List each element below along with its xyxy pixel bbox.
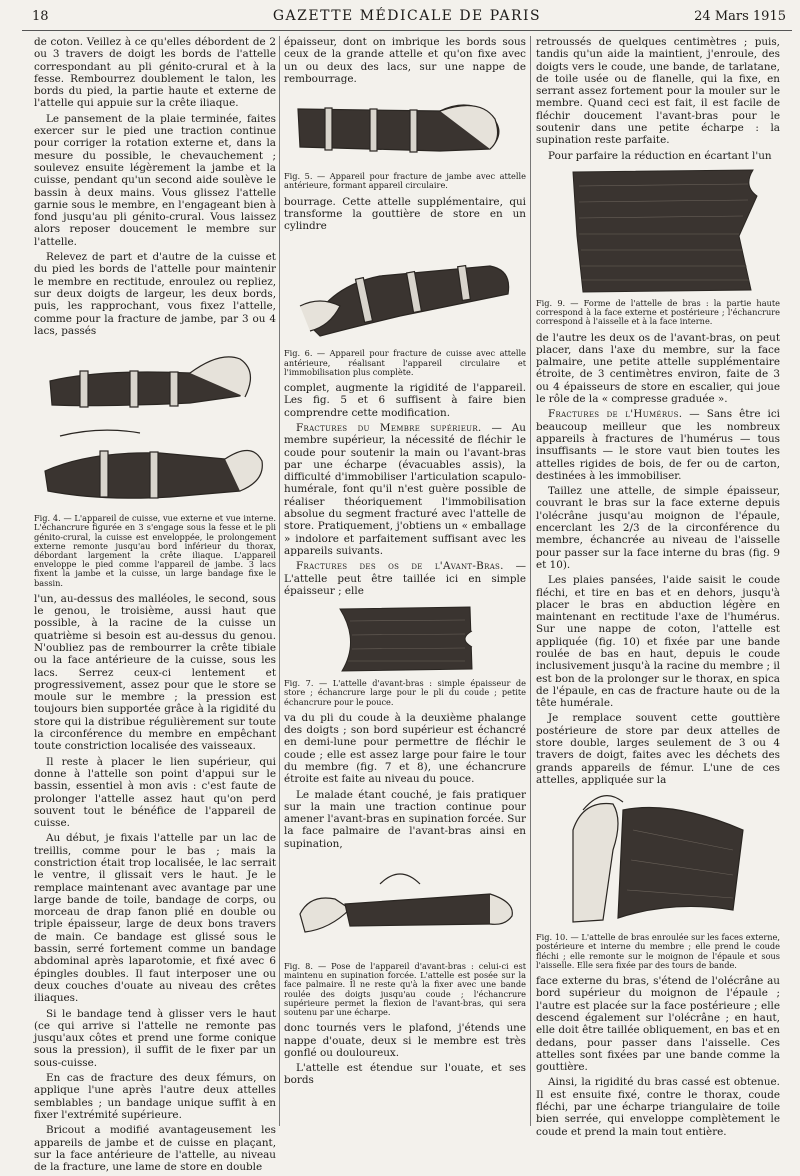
paragraph: retroussés de quelques centimètres ; puis, tandis qu'un aide la maintient, j'enroule, des doigts vers le coude, une bande, de tarlatane, de toile usée ou de flanelle, qui la fixe, en serrant assez fortement pour la mouler sur le membre. Quand ceci est fait, il est facile de fléchir doucement l'avant-bras pour le soutenir dans une petite écharpe : la supination reste parfaite. xyxy=(536,36,780,147)
paragraph: Taillez une attelle, de simple épaisseur, couvrant le bras sur la face externe depuis l'olécrâne jusqu'au moignon de l'épaule, encerclant les 2/3 de la circonférence du membre, échancrée au niveau de l'aisselle pour passer sur la face interne du bras (fig. 9 et 10). xyxy=(536,485,780,571)
paragraph: Ainsi, la rigidité du bras cassé est obtenue. Il est ensuite fixé, contre le thorax, coude fléchi, par une écharpe triangulaire de toile bien serrée, qui enveloppe complètement le coude et prend la main tout entière. xyxy=(536,1076,780,1138)
paragraph: Pour parfaire la réduction en écartant l'un xyxy=(548,149,772,162)
figure-caption: Fig. 6. — Appareil pour fracture de cuisse avec attelle antérieure, réalisant l'appareil circulaire et l'immobilisation plus complète. xyxy=(284,348,526,377)
paragraph: Si le bandage tend à glisser vers le haut (ce qui arrive si l'attelle ne remonte pas jusqu'aux côtes et prend une forme conique sous la pression), il suffit de le fixer par un sous-cuisse. xyxy=(34,1007,276,1069)
paragraph: de l'autre les deux os de l'avant-bras, on peut placer, dans l'axe du membre, sur la face palmaire, une petite attelle supplémentaire étroite, de 3 centimètres environ, faite de 3 ou 4 épaisseurs de store en escalier, qui joue le rôle de la « compresse graduée ». xyxy=(536,331,780,406)
paragraph: Au début, je fixais l'attelle par un lac de treillis, comme pour le bas ; mais la constriction était trop localisée, le lac serrait le ventre, il glissait vers le haut. Je le remplace maintenant avec avantage par une large bande de toile, bandage de corps, ou morceau de drap fanon plié en double ou triple épaisseur, large de deux bons travers de main. Ce bandage est glissé sous le bassin, serré fortement comme un bandage abdominal après laparotomie, et fixé avec 6 épingles doubles. Il faut interposer une ou deux couches d'ouate au niveau des crêtes iliaques. xyxy=(34,832,276,1005)
column-left xyxy=(34,36,276,1176)
leg-splint-illustration xyxy=(290,89,520,169)
paragraph: de coton. Veillez à ce qu'elles débordent de 2 ou 3 travers de doigt les bords de l'attelle correspondant au pli génito-crural et à la fesse. Rembourrez doublement le talon, les bords du pied, la partie haute et externe de l'attelle qui appuie sur la crête iliaque. xyxy=(34,36,276,110)
paragraph: Le malade étant couché, je fais pratiquer sur la main une traction continue pour amener l'avant-bras en supination forcée. Sur la face palmaire de l'avant-bras ainsi en supination, xyxy=(284,788,526,850)
forearm-splint-application-illustration xyxy=(290,854,520,959)
paragraph: Les plaies pansées, l'aide saisit le coude fléchi, et tire en bas et en dehors, jusqu'à placer le bras en abduction légère en maintenant en rectitude l'axe de l'humérus. Sur une nappe de coton, l'attelle est appliquée (fig. 10) et fixée par une bande roulée de bas en haut, depuis le coude inclusivement jusqu'à la racine du membre ; il est bon de la prolonger sur le thorax, en spica de l'épaule, en cas de fracture haute ou de la tête humérale. xyxy=(536,574,780,710)
arm-splint-applied-illustration xyxy=(543,790,773,930)
section-text: L'attelle peut être taillée ici en simple épaisseur ; elle xyxy=(284,572,526,597)
figure-caption: Fig. 7. — L'attelle d'avant-bras : simple épaisseur de store ; échancrure large pour le pli du coude ; petite échancrure pour le pouce. xyxy=(284,678,526,707)
page-number: 18 xyxy=(32,9,49,24)
paragraph: Relevez de part et d'autre de la cuisse et du pied les bords de l'attelle pour maintenir le membre en rectitude, enroulez ou repliez, sur deux doigts de largeur, les deux bords, puis, les rapprochant, vous fixez l'attelle, comme pour la fracture de jambe, par 3 ou 4 lacs, passés xyxy=(34,251,276,337)
thigh-splint-anterior-illustration xyxy=(290,236,520,346)
figure-7 xyxy=(284,601,526,707)
issue-date: 24 Mars 1915 xyxy=(694,9,786,24)
arm-splint-shape-illustration xyxy=(543,166,773,296)
paragraph: face externe du bras, s'étend de l'olécrâne au bord supérieur du moignon de l'épaule ; l'autre est placée sur la face postérieure ; elle descend également sur l'olécrâne ; en haut, elle doit être taillée obliquement, en bas et en dedans, pour passer dans l'aisselle. Ces attelles sont fixées par une bande comme la gouttière. xyxy=(536,975,780,1074)
figure-9 xyxy=(536,166,780,327)
paragraph: L'attelle est étendue sur l'ouate, et ses bords xyxy=(284,1062,526,1087)
journal-title: GAZETTE MÉDICALE DE PARIS xyxy=(272,8,542,24)
figure-10 xyxy=(536,790,780,970)
column-middle xyxy=(284,36,526,1090)
figure-5 xyxy=(284,89,526,190)
paragraph: Il reste à placer le lien supérieur, qui donne à l'attelle son point d'appui sur le bassin, essentiel à mon avis : c'est faute de prolonger l'attelle assez haut qu'on perd souvent tout le bénéfice de l'appareil de cuisse. xyxy=(34,755,276,830)
paragraph: Bricout a modifié avantageusement les appareils de jambe et de cuisse en plaçant, sur la face antérieure de l'attelle, au niveau de la fracture, une lame de store en double xyxy=(34,1124,276,1174)
figure-caption: Fig. 4. — L'appareil de cuisse, vue externe et vue interne. L'échancrure figurée en 3 s'engage sous la fesse et le pli génito-crural, la cuisse est enveloppée, le prolongement externe remonte jusqu'au bord inférieur du thorax, débordant largement la crête iliaque. L'appareil enveloppe le pied comme l'appareil de jambe. 3 lacs fixent la jambe et la cuisse, un large bandage fixe le bassin. xyxy=(34,513,276,588)
paragraph: l'un, au-dessus des malléoles, le second, sous le genou, le troisième, aussi haut que possible, à la racine de la cuisse un quatrième si besoin est au-dessus du genou. N'oubliez pas de rembourrer la crête tibiale ou la face antérieure de la cuisse, sous les lacs. Serrez ceux-ci lentement et progressivement, assez pour que le store se moule sur le membre ; la pression est toujours bien supportée grâce à la rigidité du store qui la distribue régulièrement sur toute la circonférence du membre en empêchant toute constriction localisée des vaisseaux. xyxy=(34,592,276,753)
paragraph: épaisseur, dont on imbrique les bords sous ceux de la grande attelle et qu'on fixe avec un ou deux des lacs, sur une nappe de rembourrage. xyxy=(284,36,526,85)
section-title: Fractures du Membre supérieur. xyxy=(296,421,482,434)
paragraph: bourrage. Cette attelle supplémentaire, qui transforme la gouttière de store en un cylindre xyxy=(284,195,526,233)
paragraph: Fractures du Membre supérieur. — Au membre supérieur, la nécessité de fléchir le coude pour soutenir la main ou l'avant-bras par une écharpe (évacuables assis), la difficulté d'immobiliser l'articulation scapulo-humérale, font qu'il n'est guère possible de réaliser théoriquement l'immobilisation absolue du segment fracturé avec l'attelle de store. Pratiquement, j'obtiens un « emballage » indolore et parfaitement suffisant avec les appareils suivants. xyxy=(284,421,526,557)
paragraph: donc tournés vers le plafond, j'étends une nappe d'ouate, deux si le membre est très gonflé ou douloureux. xyxy=(284,1022,526,1059)
figure-4 xyxy=(34,341,276,588)
column-right xyxy=(536,36,780,1141)
page-header xyxy=(22,4,792,31)
paragraph: Fractures de l'Humérus. — Sans être ici beaucoup meilleur que les nombreux appareils à fractures de l'humérus — tous insuffisants — le store vaut bien toutes les attelles rigides de bois, de fer ou de carton, destinées à les immobiliser. xyxy=(536,408,780,482)
paragraph: En cas de fracture des deux fémurs, on applique l'une après l'autre deux attelles semblables ; un bandage unique suffit à en fixer l'extrémité supérieure. xyxy=(34,1072,276,1121)
paragraph: Le pansement de la plaie terminée, faites exercer sur le pied une traction continue pour corriger la rotation externe et, dans la mesure du possible, le chevauchement ; soulevez ensuite légèrement la jambe et la cuisse, pendant qu'un second aide soulève le bassin à deux mains. Vous glissez l'attelle garnie sous le membre, en l'engageant bien à fond jusqu'au pli génito-crural. Vous laissez alors reposer doucement le membre sur l'attelle. xyxy=(34,112,276,248)
paragraph: va du pli du coude à la deuxième phalange des doigts ; son bord supérieur est échancré en demi-lune pour permettre de fléchir le coude ; elle est assez large pour faire le tour du membre (fig. 7 et 8), une échancrure étroite est faite au niveau du pouce. xyxy=(284,711,526,786)
forearm-splint-shape-illustration xyxy=(330,601,480,676)
paragraph: Fractures des os de l'Avant-Bras. — L'attelle peut être taillée ici en simple épaisseur ; elle xyxy=(284,560,526,597)
section-title: Fractures des os de l'Avant-Bras. xyxy=(296,560,504,573)
column-divider xyxy=(530,36,531,1126)
figure-caption: Fig. 5. — Appareil pour fracture de jambe avec attelle antérieure, formant appareil circulaire. xyxy=(284,171,526,191)
figure-caption: Fig. 9. — Forme de l'attelle de bras : la partie haute correspond à la face externe et postérieure ; l'échancrure correspond à l'aisselle et à la face interne. xyxy=(536,297,780,327)
column-divider xyxy=(279,36,280,1126)
thigh-splint-illustration xyxy=(40,341,270,511)
paragraph: Je remplace souvent cette gouttière postérieure de store par deux attelles de store double, larges seulement de 3 ou 4 travers de doigt, faites avec les déchets des grands appareils de fémur. L'une de ces attelles, appliquée sur la xyxy=(536,712,780,786)
section-title: Fractures de l'Humérus. xyxy=(548,408,683,421)
figure-caption: Fig. 8. — Pose de l'appareil d'avant-bras : celui-ci est maintenu en supination forcée. L'attelle est posée sur la face palmaire. Il ne reste qu'à la fixer avec une bande roulée des doigts jusqu'au coude ; l'échancrure supérieure permet la flexion de l'avant-bras, qui sera soutenu par une écharpe. xyxy=(284,961,526,1018)
figure-caption: Fig. 10. — L'attelle de bras enroulée sur les faces externe, postérieure et interne du membre ; elle prend le coude fléchi ; elle remonte sur le moignon de l'épaule et sous l'aisselle. Elle sera fixée par des tours de bande. xyxy=(536,932,780,970)
figure-8 xyxy=(284,854,526,1017)
paragraph: complet, augmente la rigidité de l'appareil. Les fig. 5 et 6 suffisent à faire bien comprendre cette modification. xyxy=(284,382,526,419)
section-text: Sans être ici beaucoup meilleur que les nombreux appareils à fractures de l'humérus — tous insuffisants — le store vaut bien toutes les attelles rigides de bois, de fer ou de carton, destinées à les immobiliser. xyxy=(536,408,780,482)
figure-6 xyxy=(284,236,526,377)
section-text: Au membre supérieur, la nécessité de fléchir le coude pour soutenir la main ou l'avant-bras par une écharpe (évacuables assis), la difficulté d'immobiliser l'articulation scapulo-humérale, font qu'il n'est guère possible de réaliser théoriquement l'immobilisation absolue du segment fracturé avec l'attelle de store. Pratiquement, j'obtiens un « emballage » indolore et parfaitement suffisant avec les appareils suivants. xyxy=(284,421,526,557)
